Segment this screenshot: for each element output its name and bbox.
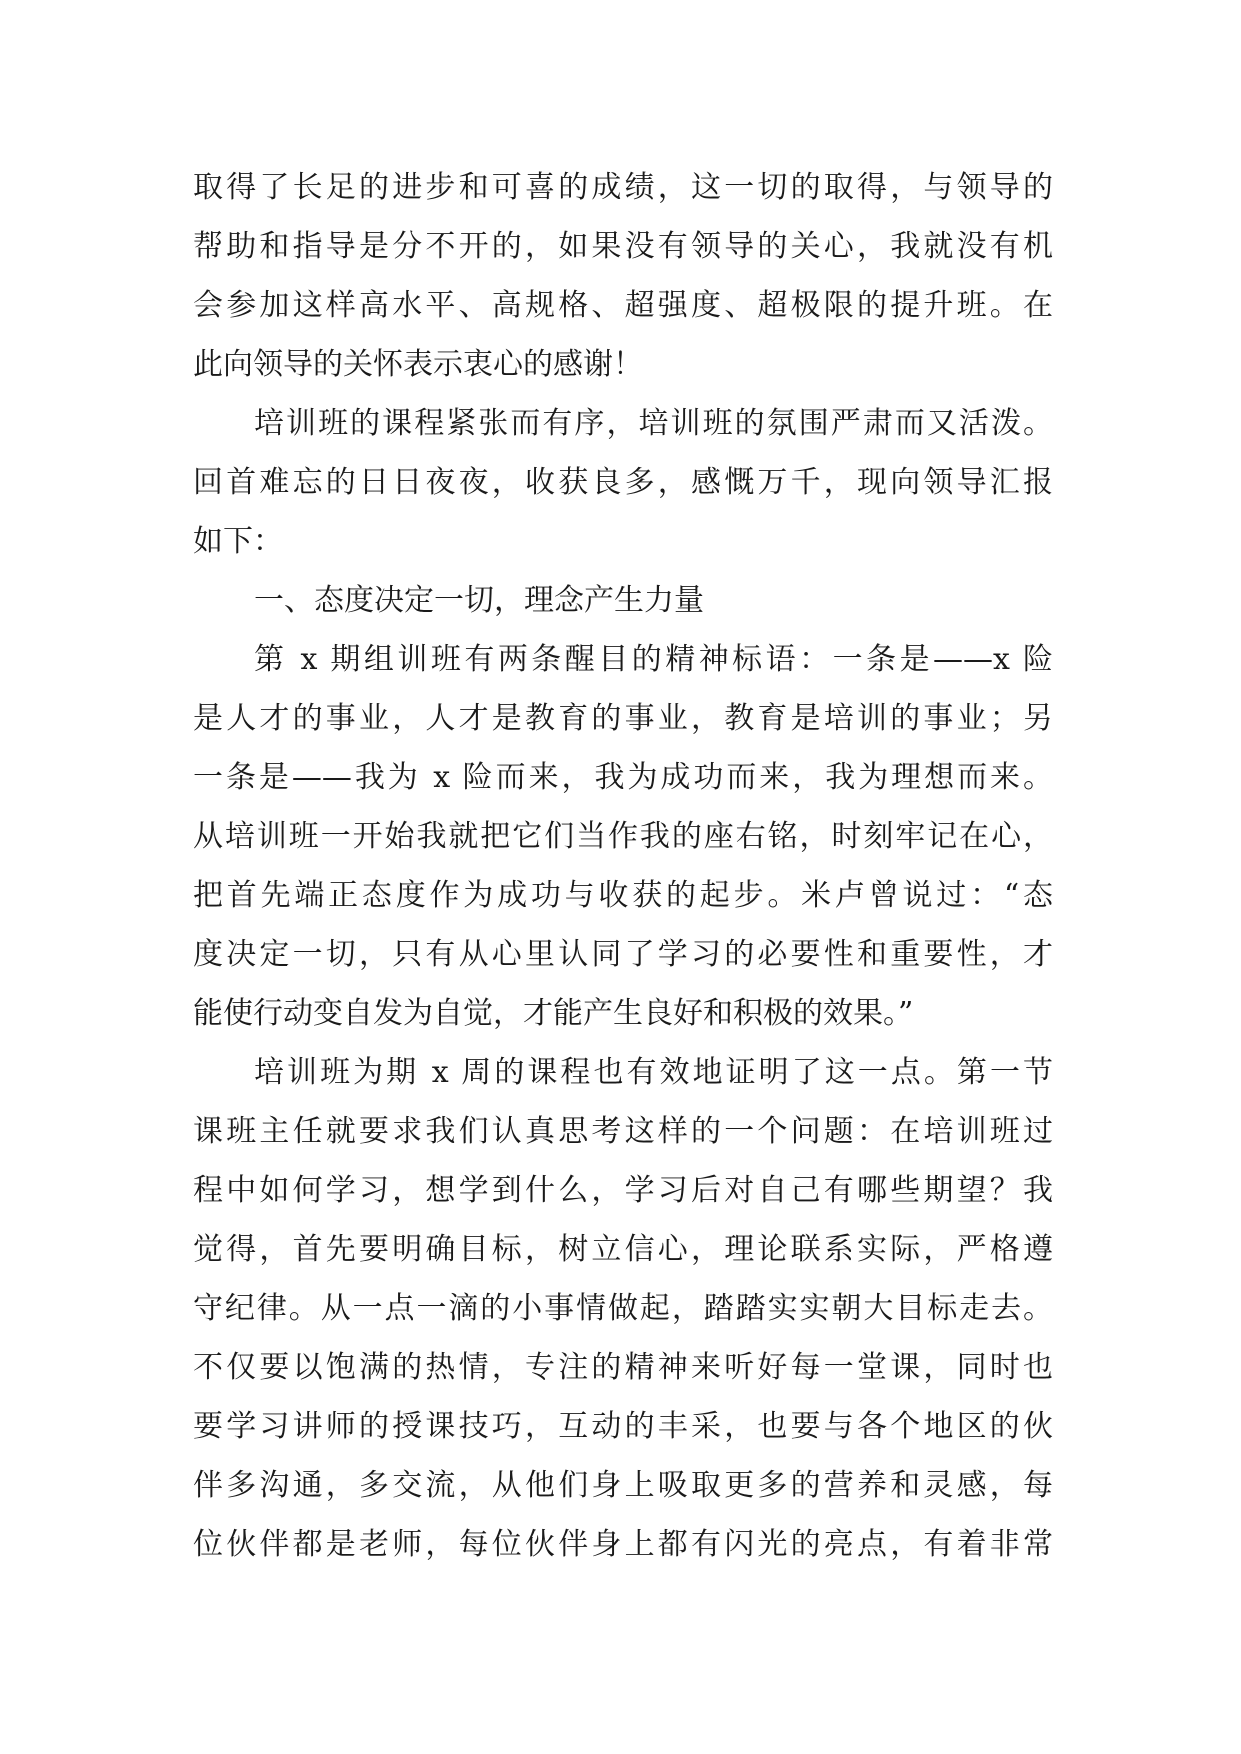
text-line: 第 x 期组训班有两条醒目的精神标语：一条是——x 险 — [254, 642, 1053, 677]
text-line: 觉得，首先要明确目标，树立信心，理论联系实际，严格遵 — [193, 1232, 1053, 1267]
text-line: 伴多沟通，多交流，从他们身上吸取更多的营养和灵感，每 — [193, 1468, 1053, 1503]
text-line: 是人才的事业，人才是教育的事业，教育是培训的事业；另 — [193, 701, 1053, 736]
text-line: 不仅要以饱满的热情，专注的精神来听好每一堂课，同时也 — [193, 1350, 1053, 1385]
body-text — [193, 158, 1053, 1574]
text-line: 此向领导的关怀表示衷心的感谢！ — [193, 347, 643, 382]
text-line: 课班主任就要求我们认真思考这样的一个问题：在培训班过 — [193, 1114, 1053, 1149]
text-line: 培训班的课程紧张而有序，培训班的氛围严肃而又活泼。 — [254, 406, 1053, 441]
text-line: 能使行动变自发为自觉，才能产生良好和积极的效果。” — [193, 996, 914, 1031]
text-line: 守纪律。从一点一滴的小事情做起，踏踏实实朝大目标走去。 — [193, 1291, 1053, 1326]
text-line: 一、态度决定一切，理念产生力量 — [254, 583, 704, 618]
text-line: 要学习讲师的授课技巧，互动的丰采，也要与各个地区的伙 — [193, 1409, 1053, 1444]
text-line: 度决定一切，只有从心里认同了学习的必要性和重要性，才 — [193, 937, 1053, 972]
text-line: 帮助和指导是分不开的，如果没有领导的关心，我就没有机 — [193, 229, 1053, 264]
text-line: 如下： — [193, 524, 283, 559]
text-line: 一条是——我为 x 险而来，我为成功而来，我为理想而来。 — [193, 760, 1053, 795]
text-line: 培训班为期 x 周的课程也有效地证明了这一点。第一节 — [254, 1055, 1053, 1090]
text-line: 把首先端正态度作为成功与收获的起步。米卢曾说过：“态 — [193, 878, 1053, 913]
text-line: 会参加这样高水平、高规格、超强度、超极限的提升班。在 — [193, 288, 1053, 323]
text-line: 位伙伴都是老师，每位伙伴身上都有闪光的亮点，有着非常 — [193, 1527, 1053, 1562]
text-line: 取得了长足的进步和可喜的成绩，这一切的取得，与领导的 — [193, 170, 1053, 205]
text-line: 回首难忘的日日夜夜，收获良多，感慨万千，现向领导汇报 — [193, 465, 1053, 500]
text-line: 从培训班一开始我就把它们当作我的座右铭，时刻牢记在心， — [193, 819, 1053, 854]
text-line: 程中如何学习，想学到什么，学习后对自己有哪些期望？我 — [193, 1173, 1053, 1208]
